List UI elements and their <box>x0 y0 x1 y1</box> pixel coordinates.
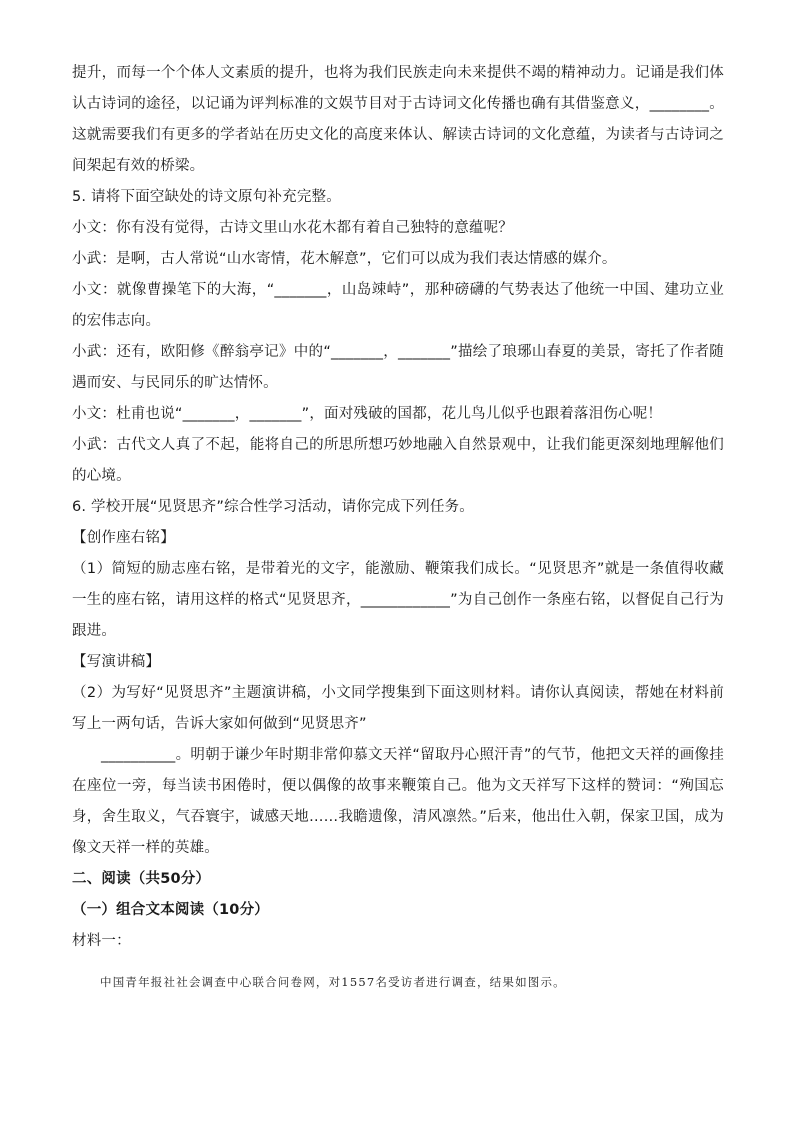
material-label: 材料一： <box>72 933 131 949</box>
question-6-prompt: 6. 学校开展“见贤思齐”综合性学习活动，请你完成下列任务。 <box>72 499 474 515</box>
survey-note: 中国青年报社社会调查中心联合问卷网，对1557名受访者进行调查，结果如图示。 <box>100 975 566 989</box>
question-5-prompt: 5. 请将下面空缺处的诗文原句补充完整。 <box>72 189 341 205</box>
dialogue-line: 小武：古代文人真了不起，能将自己的所思所想巧妙地融入自然景观中，让我们能更深刻地理解他们的心境。 <box>72 437 724 484</box>
dialogue-line: 小文：你有没有觉得，古诗文里山水花木都有着自己独特的意蕴呢？ <box>72 220 513 236</box>
dialogue-line: 小文：杜甫也说“_______，_______”，面对残破的国都，花儿鸟儿似乎也跟着落泪伤心呢！ <box>72 406 663 422</box>
task-2-text: （2）为写好“见贤思齐”主题演讲稿，小文同学搜集到下面这则材料。请你认真阅读，帮她在材料前写上一两句话，告诉大家如何做到“见贤思齐” <box>72 685 724 732</box>
document-page <box>72 58 724 993</box>
task-heading-speech: 【写演讲稿】 <box>72 654 161 670</box>
paragraph-poetry-recitation: 提升，而每一个个体人文素质的提升，也将为我们民族走向未来提供不竭的精神动力。记诵是我们体认古诗词的途径，以记诵为评判标准的文娱节目对于古诗词文化传播也确有其借鉴意义，________。这就需要我们有更多的学者站在历史文化的高度来体认、解读古诗词的文化意蕴，为读者与古诗词之间架起有效的桥梁。 <box>72 65 724 174</box>
dialogue-line: 小文：就像曹操笔下的大海，“_______，山岛竦峙”，那种磅礴的气势表达了他统一中国、建功立业的宏伟志向。 <box>72 282 724 329</box>
task-1-text: （1）简短的励志座右铭，是带着光的文字，能激励、鞭策我们成长。“见贤思齐”就是一条值得收藏一生的座右铭，请用这样的格式“见贤思齐，____________”为自己创作一条座右铭，以督促自己行为跟进。 <box>72 561 724 639</box>
dialogue-line: 小武：还有，欧阳修《醉翁亭记》中的“_______，_______”描绘了琅琊山春夏的美景，寄托了作者随遇而安、与民同乐的旷达情怀。 <box>72 344 724 391</box>
subsection-heading: （一）组合文本阅读（10分） <box>72 902 269 918</box>
material-passage: __________。明朝于谦少年时期非常仰慕文天祥“留取丹心照汗青”的气节，他把文天祥的画像挂在座位一旁，每当读书困倦时，便以偶像的故事来鞭策自己。他为文天祥写下这样的赞词：“殉国忘身，舍生取义，气吞寰宇，诚感天地……我瞻遗像，清风凛然。”后来，他出仕入朝，保家卫国，成为像文天祥一样的英雄。 <box>72 747 724 856</box>
task-heading-motto: 【创作座右铭】 <box>72 530 175 546</box>
section-heading-reading: 二、阅读（共50分） <box>72 871 211 887</box>
dialogue-line: 小武：是啊，古人常说“山水寄情，花木解意”，它们可以成为我们表达情感的媒介。 <box>72 251 617 267</box>
